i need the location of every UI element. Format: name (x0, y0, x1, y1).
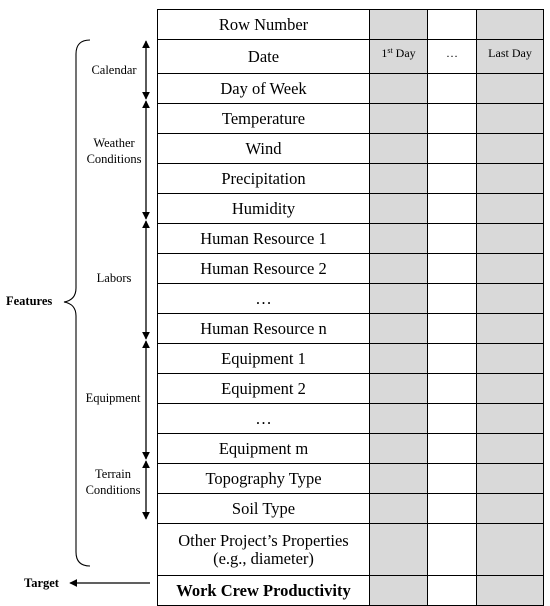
feature-name-cell: … (158, 284, 370, 314)
other-properties-cell: Other Project’s Properties (e.g., diameter) (158, 524, 370, 576)
last-day-header: Last Day (477, 40, 544, 74)
first-day-header: 1st Day (370, 40, 428, 74)
work-crew-productivity-cell: Work Crew Productivity (158, 576, 370, 606)
feature-name-cell: Human Resource 2 (158, 254, 370, 284)
feature-name-cell: Temperature (158, 104, 370, 134)
feature-name-cell: Human Resource n (158, 314, 370, 344)
date-cell: Date (158, 40, 370, 74)
labors-group-label: Labors (96, 271, 132, 285)
ellipsis-day-header: … (428, 40, 477, 74)
terrain-conditions-group-label: Terrain Conditions (85, 467, 141, 497)
calendar-group-label: Calendar (91, 63, 137, 77)
feature-name-cell: Equipment 2 (158, 374, 370, 404)
feature-name-cell: Topography Type (158, 464, 370, 494)
features-label: Features (6, 294, 53, 308)
weather-conditions-group-label: Weather Conditions (86, 136, 142, 166)
target-label: Target (24, 576, 59, 590)
equipment-group-label: Equipment (85, 391, 141, 405)
feature-name-cell: Equipment m (158, 434, 370, 464)
feature-name-cell: Precipitation (158, 164, 370, 194)
row-number-header: Row Number (158, 10, 370, 40)
feature-name-cell: Soil Type (158, 494, 370, 524)
feature-name-cell: Humidity (158, 194, 370, 224)
feature-name-cell: Human Resource 1 (158, 224, 370, 254)
feature-name-cell: Equipment 1 (158, 344, 370, 374)
feature-name-cell: Day of Week (158, 74, 370, 104)
feature-name-cell: Wind (158, 134, 370, 164)
feature-name-cell: … (158, 404, 370, 434)
